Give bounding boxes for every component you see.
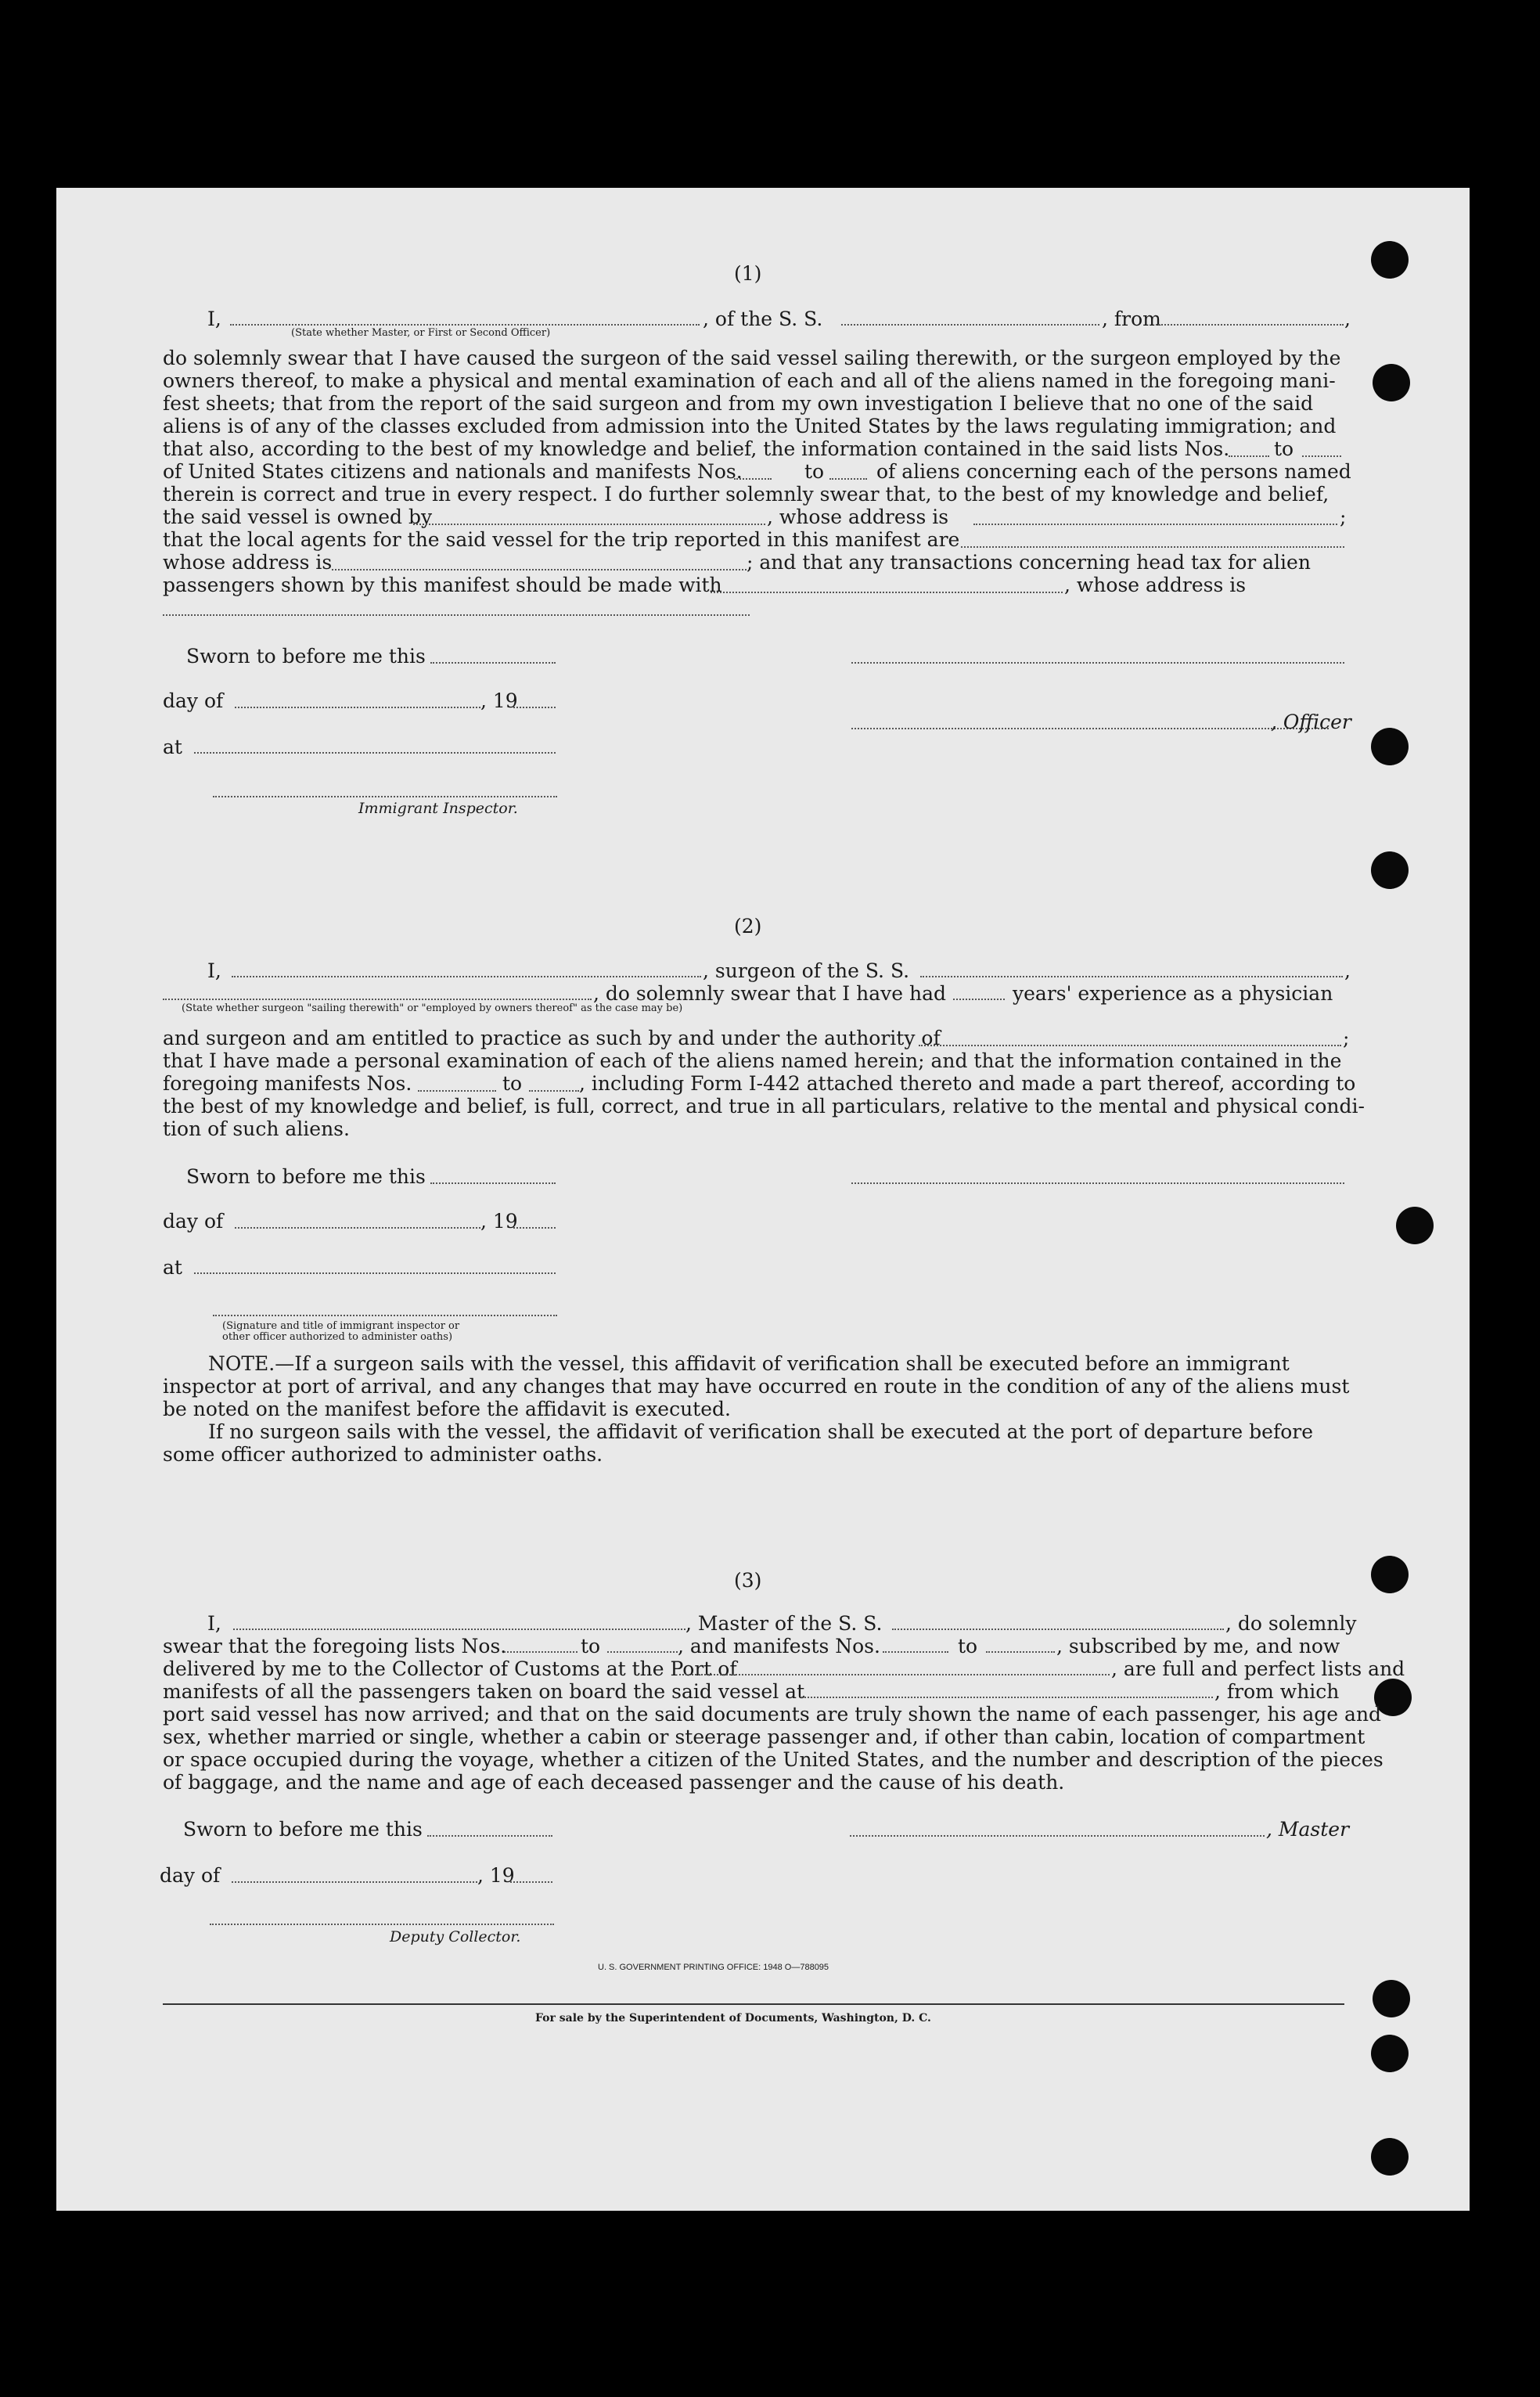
s1-of-aliens: of aliens concerning each of the persons named — [876, 460, 1351, 483]
s3-line-6: sex, whether married or single, whether a cabin or steerage passenger and, if other than cabin, location of compartment — [163, 1726, 1365, 1748]
section-2-number: (2) — [734, 915, 762, 938]
s2-authority: and surgeon and am entitled to practice as such by and under the authority of — [163, 1027, 941, 1049]
s1-agents-field[interactable] — [961, 546, 1344, 548]
s1-line-5: that also, according to the best of my knowledge and belief, the information contained in the said lists Nos. — [163, 437, 1230, 460]
footer-rule — [163, 2003, 1344, 2005]
s1-year-field[interactable] — [513, 707, 556, 708]
s2-note: (State whether surgeon "sailing therewith" or "employed by owners thereof" as the case may be) — [182, 1002, 683, 1014]
s1-line-7: therein is correct and true in every respect. I do further solemnly swear that, to the best of my knowledge and belief, — [163, 483, 1330, 506]
s3-port-field[interactable] — [679, 1674, 1110, 1675]
sale-notice: For sale by the Superintendent of Documents, Washington, D. C. — [535, 2012, 931, 2024]
s1-head-tax: ; and that any transactions concerning head tax for alien — [747, 551, 1311, 574]
s1-owner-address-field[interactable] — [973, 524, 1337, 525]
s2-day-of: day of — [163, 1210, 224, 1233]
form-sheet — [56, 188, 1470, 2211]
s3-day-field[interactable] — [232, 1881, 477, 1883]
s2-tion: tion of such aliens. — [163, 1118, 350, 1140]
s2-at-field[interactable] — [194, 1272, 556, 1274]
punch-hole — [1371, 2035, 1409, 2072]
s1-vessel-field[interactable] — [841, 324, 1099, 326]
s1-i: I, — [207, 308, 221, 330]
s3-year: , 19 — [477, 1864, 515, 1887]
s2-comma: , — [1344, 959, 1351, 982]
s1-to-2: to — [804, 460, 825, 483]
s2-best: the best of my knowledge and belief, is full, correct, and true in all particulars, relative to the mental and physical condi- — [163, 1095, 1365, 1118]
s3-line-5: port said vessel has now arrived; and that on the said documents are truly shown the name of each passenger, his age and — [163, 1703, 1382, 1726]
section-1-number: (1) — [734, 262, 762, 285]
s1-to-1: to — [1274, 437, 1294, 460]
s2-note-line-4: If no surgeon sails with the vessel, the affidavit of verification shall be executed at the port of departure before — [208, 1420, 1313, 1443]
s3-l3b: , are full and perfect lists and — [1111, 1657, 1405, 1680]
s3-manifests-from-field[interactable] — [883, 1651, 948, 1653]
s2-swear: , do solemnly swear that I have had — [593, 982, 947, 1005]
s1-line-4: aliens is of any of the classes excluded from admission into the United States by the laws regulating immigration; and — [163, 415, 1337, 437]
s1-inspector-field[interactable] — [213, 796, 557, 797]
s3-master: , Master — [1266, 1818, 1350, 1841]
s2-vessel-field[interactable] — [920, 976, 1343, 977]
s1-line-1: do solemnly swear that I have caused the surgeon of the said vessel sailing therewith, or the surgeon employed by the — [163, 347, 1341, 369]
s1-officer-note: (State whether Master, or First or Second Officer) — [291, 327, 551, 339]
s1-manifests-from-field[interactable] — [734, 478, 772, 480]
s1-owner-field[interactable] — [413, 524, 765, 525]
punch-hole — [1373, 1980, 1410, 2017]
s1-signature-field[interactable] — [851, 662, 1344, 664]
s1-line-8: the said vessel is owned by — [163, 506, 433, 528]
s3-day-of: day of — [160, 1864, 221, 1887]
s3-boarding-port-field[interactable] — [801, 1697, 1213, 1698]
punch-hole — [1371, 241, 1409, 279]
s2-surgeon-of: , surgeon of the S. S. — [703, 959, 910, 982]
s3-sworn-field[interactable] — [427, 1835, 552, 1837]
s1-manifests-to-field[interactable] — [829, 478, 867, 480]
s1-from-field[interactable] — [1156, 324, 1344, 326]
s1-line-6: of United States citizens and nationals and manifests Nos. — [163, 460, 743, 483]
s2-note-line-1 — [208, 1352, 1290, 1375]
s2-foregoing-b: to — [502, 1072, 523, 1095]
s1-day-of: day of — [163, 689, 224, 712]
s2-sworn-field[interactable] — [430, 1182, 556, 1184]
s3-master-sign-field[interactable] — [850, 1835, 1265, 1837]
s1-line-3: fest sheets; that from the report of the said surgeon and from my own investigation I believe that no one of the said — [163, 392, 1314, 415]
s2-at: at — [163, 1256, 182, 1279]
section-3-number: (3) — [734, 1569, 762, 1592]
s1-whose-address: , whose address is — [767, 506, 949, 528]
s1-lists-to-field[interactable] — [1302, 455, 1341, 457]
s2-signature-field[interactable] — [851, 1182, 1344, 1184]
s3-l2b: to — [581, 1635, 601, 1657]
s1-agents-address-field[interactable] — [332, 569, 747, 570]
s2-foregoing-c: , including Form I-442 attached thereto and made a part thereof, according to — [579, 1072, 1356, 1095]
gpo-imprint: U. S. GOVERNMENT PRINTING OFFICE: 1948 O—788095 — [598, 1963, 829, 1972]
s2-sig-note-2: other officer authorized to administer oaths) — [222, 1331, 453, 1343]
s1-at-field[interactable] — [194, 752, 556, 754]
s2-day-field[interactable] — [235, 1227, 480, 1229]
s2-year-field[interactable] — [513, 1227, 556, 1229]
s2-years: years' experience as a physician — [1013, 982, 1333, 1005]
s3-manifests-to-field[interactable] — [986, 1651, 1055, 1653]
s3-l2d: to — [958, 1635, 978, 1657]
s3-vessel-field[interactable] — [892, 1629, 1224, 1630]
s3-i: I, — [207, 1612, 221, 1635]
s2-sig-note-1: (Signature and title of immigrant inspector or — [222, 1320, 460, 1332]
s2-note-line-3: be noted on the manifest before the affidavit is executed. — [163, 1398, 731, 1420]
s2-i: I, — [207, 959, 221, 982]
s1-head-tax-field[interactable] — [711, 592, 1063, 593]
s2-sworn: Sworn to before me this — [186, 1165, 426, 1188]
s3-line-8: of baggage, and the name and age of each deceased passenger and the cause of his death. — [163, 1771, 1065, 1794]
s2-year: , 19 — [480, 1210, 518, 1233]
s3-l2c: , and manifests Nos. — [678, 1635, 880, 1657]
s3-l3a: delivered by me to the Collector of Customs at the Port of — [163, 1657, 737, 1680]
s3-year-field[interactable] — [510, 1881, 552, 1883]
s1-year: , 19 — [480, 689, 518, 712]
punch-hole — [1371, 2138, 1409, 2176]
s1-line-10: whose address is — [163, 551, 333, 574]
s3-deputy-field[interactable] — [210, 1924, 554, 1925]
s3-l4b: , from which — [1214, 1680, 1340, 1703]
s2-manifests-to-field[interactable] — [529, 1090, 579, 1092]
s3-lists-from-field[interactable] — [504, 1651, 578, 1653]
s2-authority-field[interactable] — [919, 1045, 1341, 1046]
s3-lists-to-field[interactable] — [607, 1651, 678, 1653]
punch-hole — [1396, 1207, 1434, 1244]
s2-semi: ; — [1343, 1027, 1350, 1049]
s1-officer-sign-field[interactable] — [851, 728, 1329, 729]
s3-master-name-field[interactable] — [233, 1629, 685, 1630]
s1-at: at — [163, 736, 182, 758]
s2-inspector-field[interactable] — [213, 1315, 557, 1316]
s1-whose-address-2: , whose address is — [1064, 574, 1247, 596]
punch-hole — [1371, 728, 1409, 765]
s1-semi-1: ; — [1340, 506, 1347, 528]
s3-l4a: manifests of all the passengers taken on board the said vessel at — [163, 1680, 805, 1703]
s2-surgeon-name-field[interactable] — [232, 976, 701, 977]
s3-deputy: Deputy Collector. — [390, 1928, 521, 1945]
s3-master-of: , Master of the S. S. — [685, 1612, 883, 1635]
s2-note-line-2: inspector at port of arrival, and any changes that may have occurred en route in the condition of any of the aliens must — [163, 1375, 1350, 1398]
s1-comma: , — [1344, 308, 1351, 330]
s3-l2a: swear that the foregoing lists Nos. — [163, 1635, 507, 1657]
s1-from: , from — [1102, 308, 1161, 330]
s2-exam: that I have made a personal examination of each of the aliens named herein; and that the information contained in the — [163, 1049, 1342, 1072]
s1-inspector: Immigrant Inspector. — [358, 800, 518, 817]
s1-officer-field[interactable] — [230, 324, 700, 326]
s1-sworn: Sworn to before me this — [186, 645, 426, 668]
s1-lists-from-field[interactable] — [1229, 455, 1269, 457]
s1-head-tax-address-field[interactable] — [163, 614, 750, 616]
punch-hole — [1371, 1556, 1409, 1593]
s2-sailing-field[interactable] — [163, 999, 592, 1000]
s2-note-text-1: —If a surgeon sails with the vessel, this affidavit of verification shall be executed before an immigrant — [275, 1352, 1290, 1375]
s2-manifests-from-field[interactable] — [418, 1090, 496, 1092]
s3-sworn: Sworn to before me this — [183, 1818, 423, 1841]
s1-line-9: that the local agents for the said vessel for the trip reported in this manifest are — [163, 528, 960, 551]
s2-foregoing-a: foregoing manifests Nos. — [163, 1072, 412, 1095]
s1-line-11: passengers shown by this manifest should be made with — [163, 574, 722, 596]
s2-note-line-5: some officer authorized to administer oaths. — [163, 1443, 603, 1466]
s2-note-label: NOTE. — [208, 1352, 275, 1375]
s2-years-field[interactable] — [953, 999, 1005, 1000]
s1-line-2: owners thereof, to make a physical and mental examination of each and all of the aliens named in the foregoing mani- — [163, 369, 1336, 392]
punch-hole — [1373, 364, 1410, 401]
s1-day-field[interactable] — [235, 707, 480, 708]
s3-do-solemnly: , do solemnly — [1225, 1612, 1357, 1635]
s1-sworn-field[interactable] — [430, 662, 556, 664]
s1-officer: , Officer — [1271, 711, 1351, 733]
s3-line-7: or space occupied during the voyage, whether a citizen of the United States, and the number and description of the pieces — [163, 1748, 1383, 1771]
s3-l2e: , subscribed by me, and now — [1056, 1635, 1340, 1657]
s1-of-the-ss: , of the S. S. — [703, 308, 823, 330]
punch-hole — [1371, 851, 1409, 889]
